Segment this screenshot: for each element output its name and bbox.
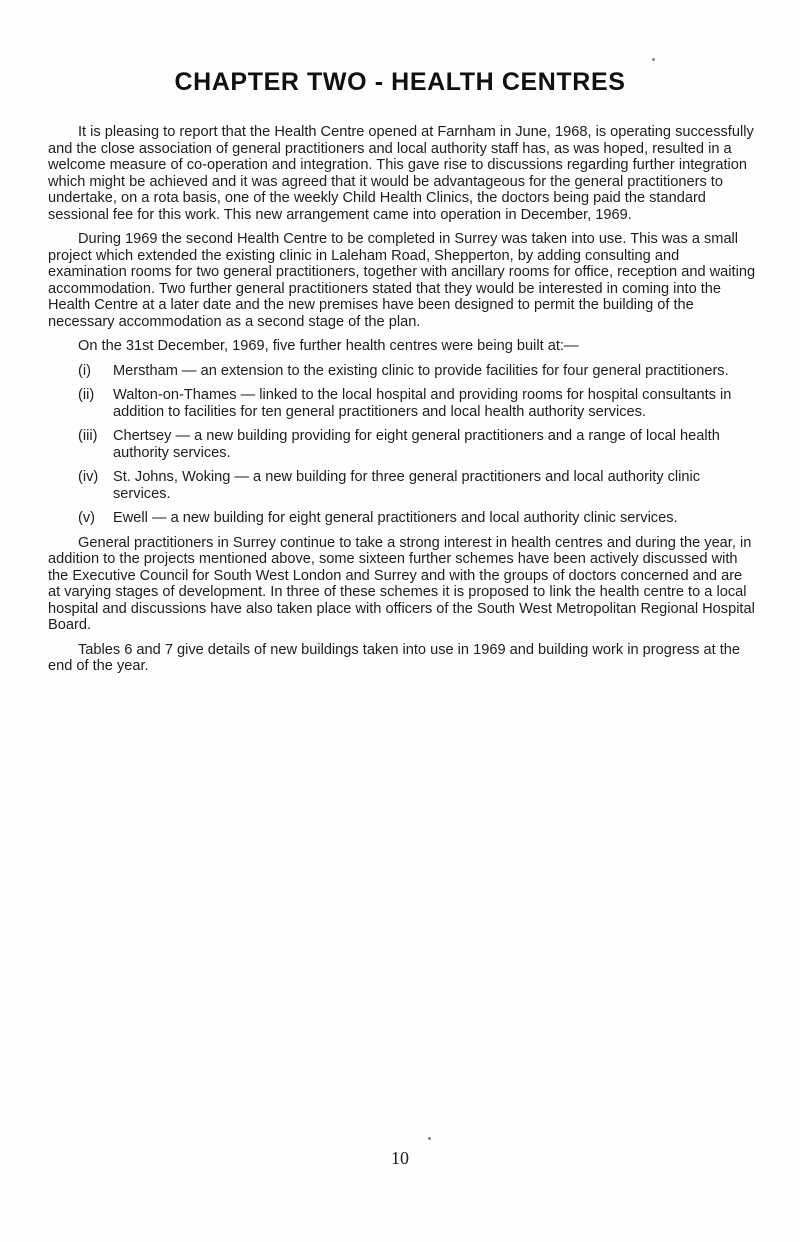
list-marker: (iii): [78, 428, 98, 444]
paragraph-tables-reference: Tables 6 and 7 give details of new buildings taken into use in 1969 and building work in progress at the end of the year.: [48, 641, 741, 674]
list-item-text: Ewell — a new building for eight general practitioners and local authority clinic services.: [113, 510, 678, 526]
list-marker: (i): [78, 362, 91, 379]
chapter-title: CHAPTER TWO - HEALTH CENTRES: [174, 68, 626, 96]
paragraph-shepperton: During 1969 the second Health Centre to be completed in Surrey was taken into use. This was a small project which extended the existing clinic in Laleham Road, Shepperton, by adding consulting and examination rooms for two general practitioners, together with ancillary rooms for office, reception and waiting accommodation. Two further general practitioners stated that they would be interested in coming into the Health Centre at a later date and the new premises have been designed to permit the building of the necessary accommodation as a second stage of the plan.: [48, 231, 756, 330]
list-marker: (iv): [78, 469, 99, 485]
list-marker: (v): [78, 510, 96, 526]
body-text: [48, 124, 756, 683]
scan-speck: [652, 58, 655, 61]
list-item-text: Chertsey — a new building providing for eight general practitioners and a range of local health authority services.: [113, 428, 720, 461]
list-item-text: St. Johns, Woking — a new building for three general practitioners and local authority clinic services.: [113, 469, 701, 502]
scan-speck: [428, 1137, 431, 1140]
list-item-text: Merstham — an extension to the existing clinic to provide facilities for four general practitioners.: [113, 362, 729, 379]
list-item-text: Walton-on-Thames — linked to the local hospital and providing rooms for hospital consultants in addition to facilities for ten general practitioners and local health authority services.: [113, 387, 732, 420]
list-item: [48, 469, 756, 502]
list-item: [48, 428, 756, 461]
list-item: [48, 387, 756, 420]
paragraph-farnham: It is pleasing to report that the Health Centre opened at Farnham in June, 1968, is operating successfully and the close association of general practitioners and local authority staff has, as was hoped, resulted in a welcome measure of co-operation and integration. This gave rise to discussions regarding further integration which might be achieved and it was agreed that it would be advantageous for the general practitioners to undertake, on a rota basis, one of the weekly Child Health Clinics, the doctors being paid the standard sessional fee for this work. This new arrangement came into operation in December, 1969.: [48, 124, 754, 223]
list-item: [48, 510, 756, 527]
paragraph-intro-list: On the 31st December, 1969, five further health centres were being built at:—: [78, 338, 579, 354]
list-item: [48, 363, 756, 380]
paragraph-further-schemes: General practitioners in Surrey continue to take a strong interest in health centres and during the year, in addition to the projects mentioned above, some sixteen further schemes have been actively discussed with the Executive Council for South West London and Surrey and with the groups of doctors concerned and are at varying stages of development. In three of these schemes it is proposed to link the health centre to a local hospital and discussions have also taken place with officers of the South West Metropolitan Regional Hospital Board.: [48, 534, 755, 633]
page-number: 10: [391, 1148, 409, 1168]
list-marker: (ii): [78, 387, 95, 403]
